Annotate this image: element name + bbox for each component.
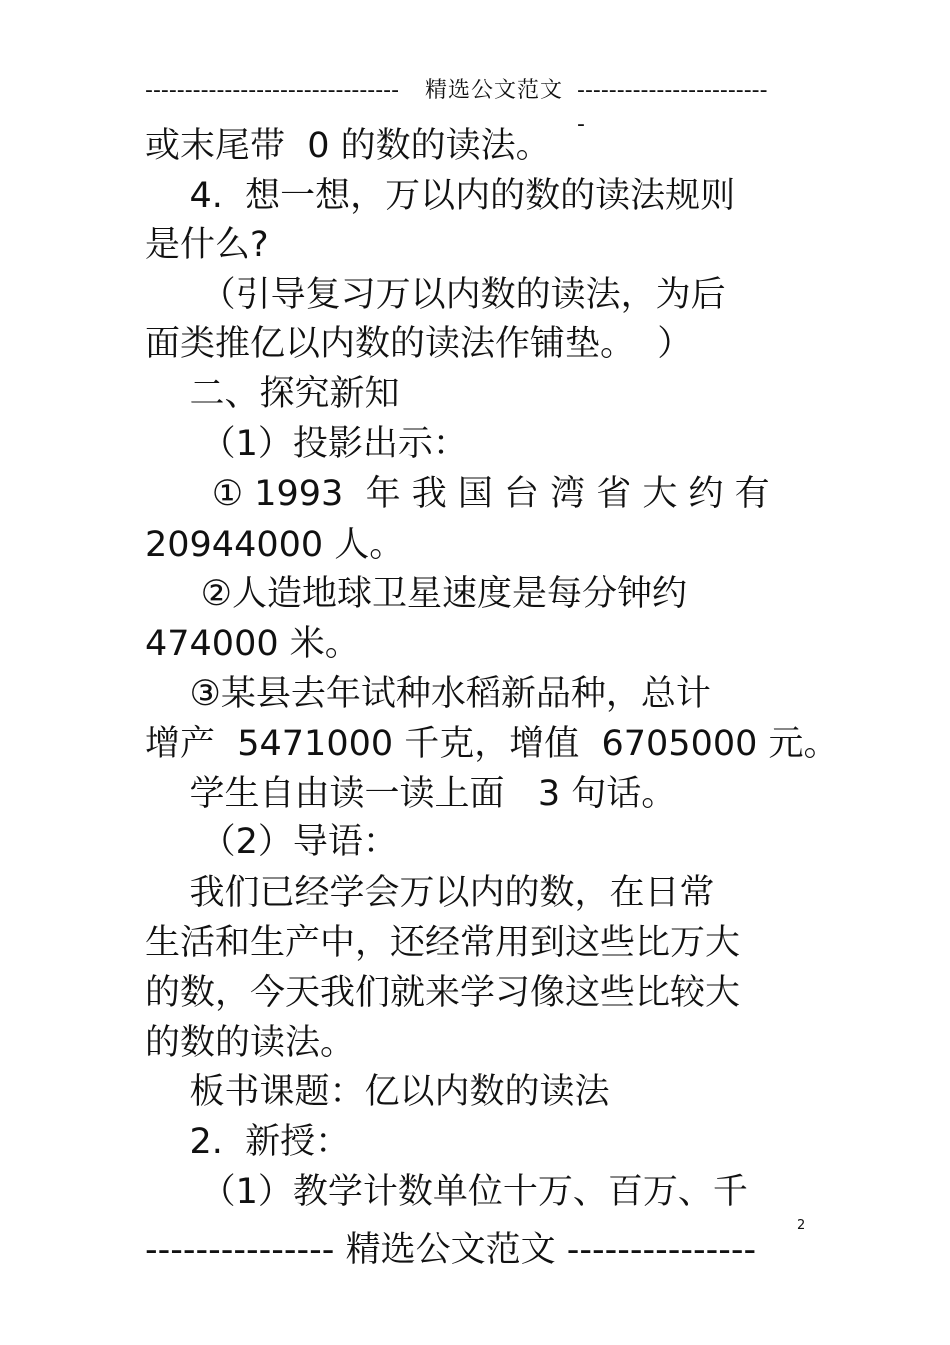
text-line: 我们已经学会万以内的数，在日常 bbox=[145, 873, 715, 913]
text-line: ① 1993 年 我 国 台 湾 省 大 约 有 bbox=[145, 474, 770, 514]
text-line: 的数的读法。 bbox=[145, 1023, 356, 1063]
text-line: 20944000 人。 bbox=[145, 525, 405, 565]
text-line: 的数，今天我们就来学习像这些比较大 bbox=[145, 973, 741, 1013]
page-number: 2 bbox=[797, 1218, 806, 1233]
text-line: ②人造地球卫星速度是每分钟约 bbox=[145, 574, 688, 614]
text-line: 474000 米。 bbox=[145, 624, 360, 664]
header-dashes-left: -------------------------------- bbox=[145, 78, 400, 103]
header-dashes-right: ------------------------- bbox=[577, 78, 768, 137]
text-line: （引导复习万以内数的读法，为后 bbox=[145, 275, 726, 315]
text-line: （1）教学计数单位十万、百万、千 bbox=[145, 1172, 748, 1212]
text-line: 面类推亿以内数的读法作铺垫。 ） bbox=[145, 324, 693, 364]
text-line: 学生自由读一读上面 3 句话。 bbox=[145, 774, 677, 814]
text-line: （1）投影出示： bbox=[145, 424, 468, 464]
header-title: 精选公文范文 bbox=[425, 78, 564, 103]
text-line: （2）导语： bbox=[145, 822, 398, 862]
text-line: 2. 新授： bbox=[145, 1122, 351, 1162]
page-footer: --------------- 精选公文范文 --------------- bbox=[145, 1230, 757, 1270]
text-line: 增产 5471000 千克，增值 6705000 元。 bbox=[145, 724, 839, 764]
text-line: 板书课题：亿以内数的读法 bbox=[145, 1072, 610, 1112]
text-line: 是什么? bbox=[145, 225, 269, 265]
text-line: 或末尾带 0 的数的读法。 bbox=[145, 126, 551, 166]
text-line: ③某县去年试种水稻新品种，总计 bbox=[145, 674, 711, 714]
section-heading: 二、探究新知 bbox=[145, 374, 400, 414]
text-line: 4. 想一想，万以内的数的读法规则 bbox=[145, 176, 736, 216]
page-header bbox=[145, 74, 775, 137]
text-line: 生活和生产中，还经常用到这些比万大 bbox=[145, 923, 741, 963]
